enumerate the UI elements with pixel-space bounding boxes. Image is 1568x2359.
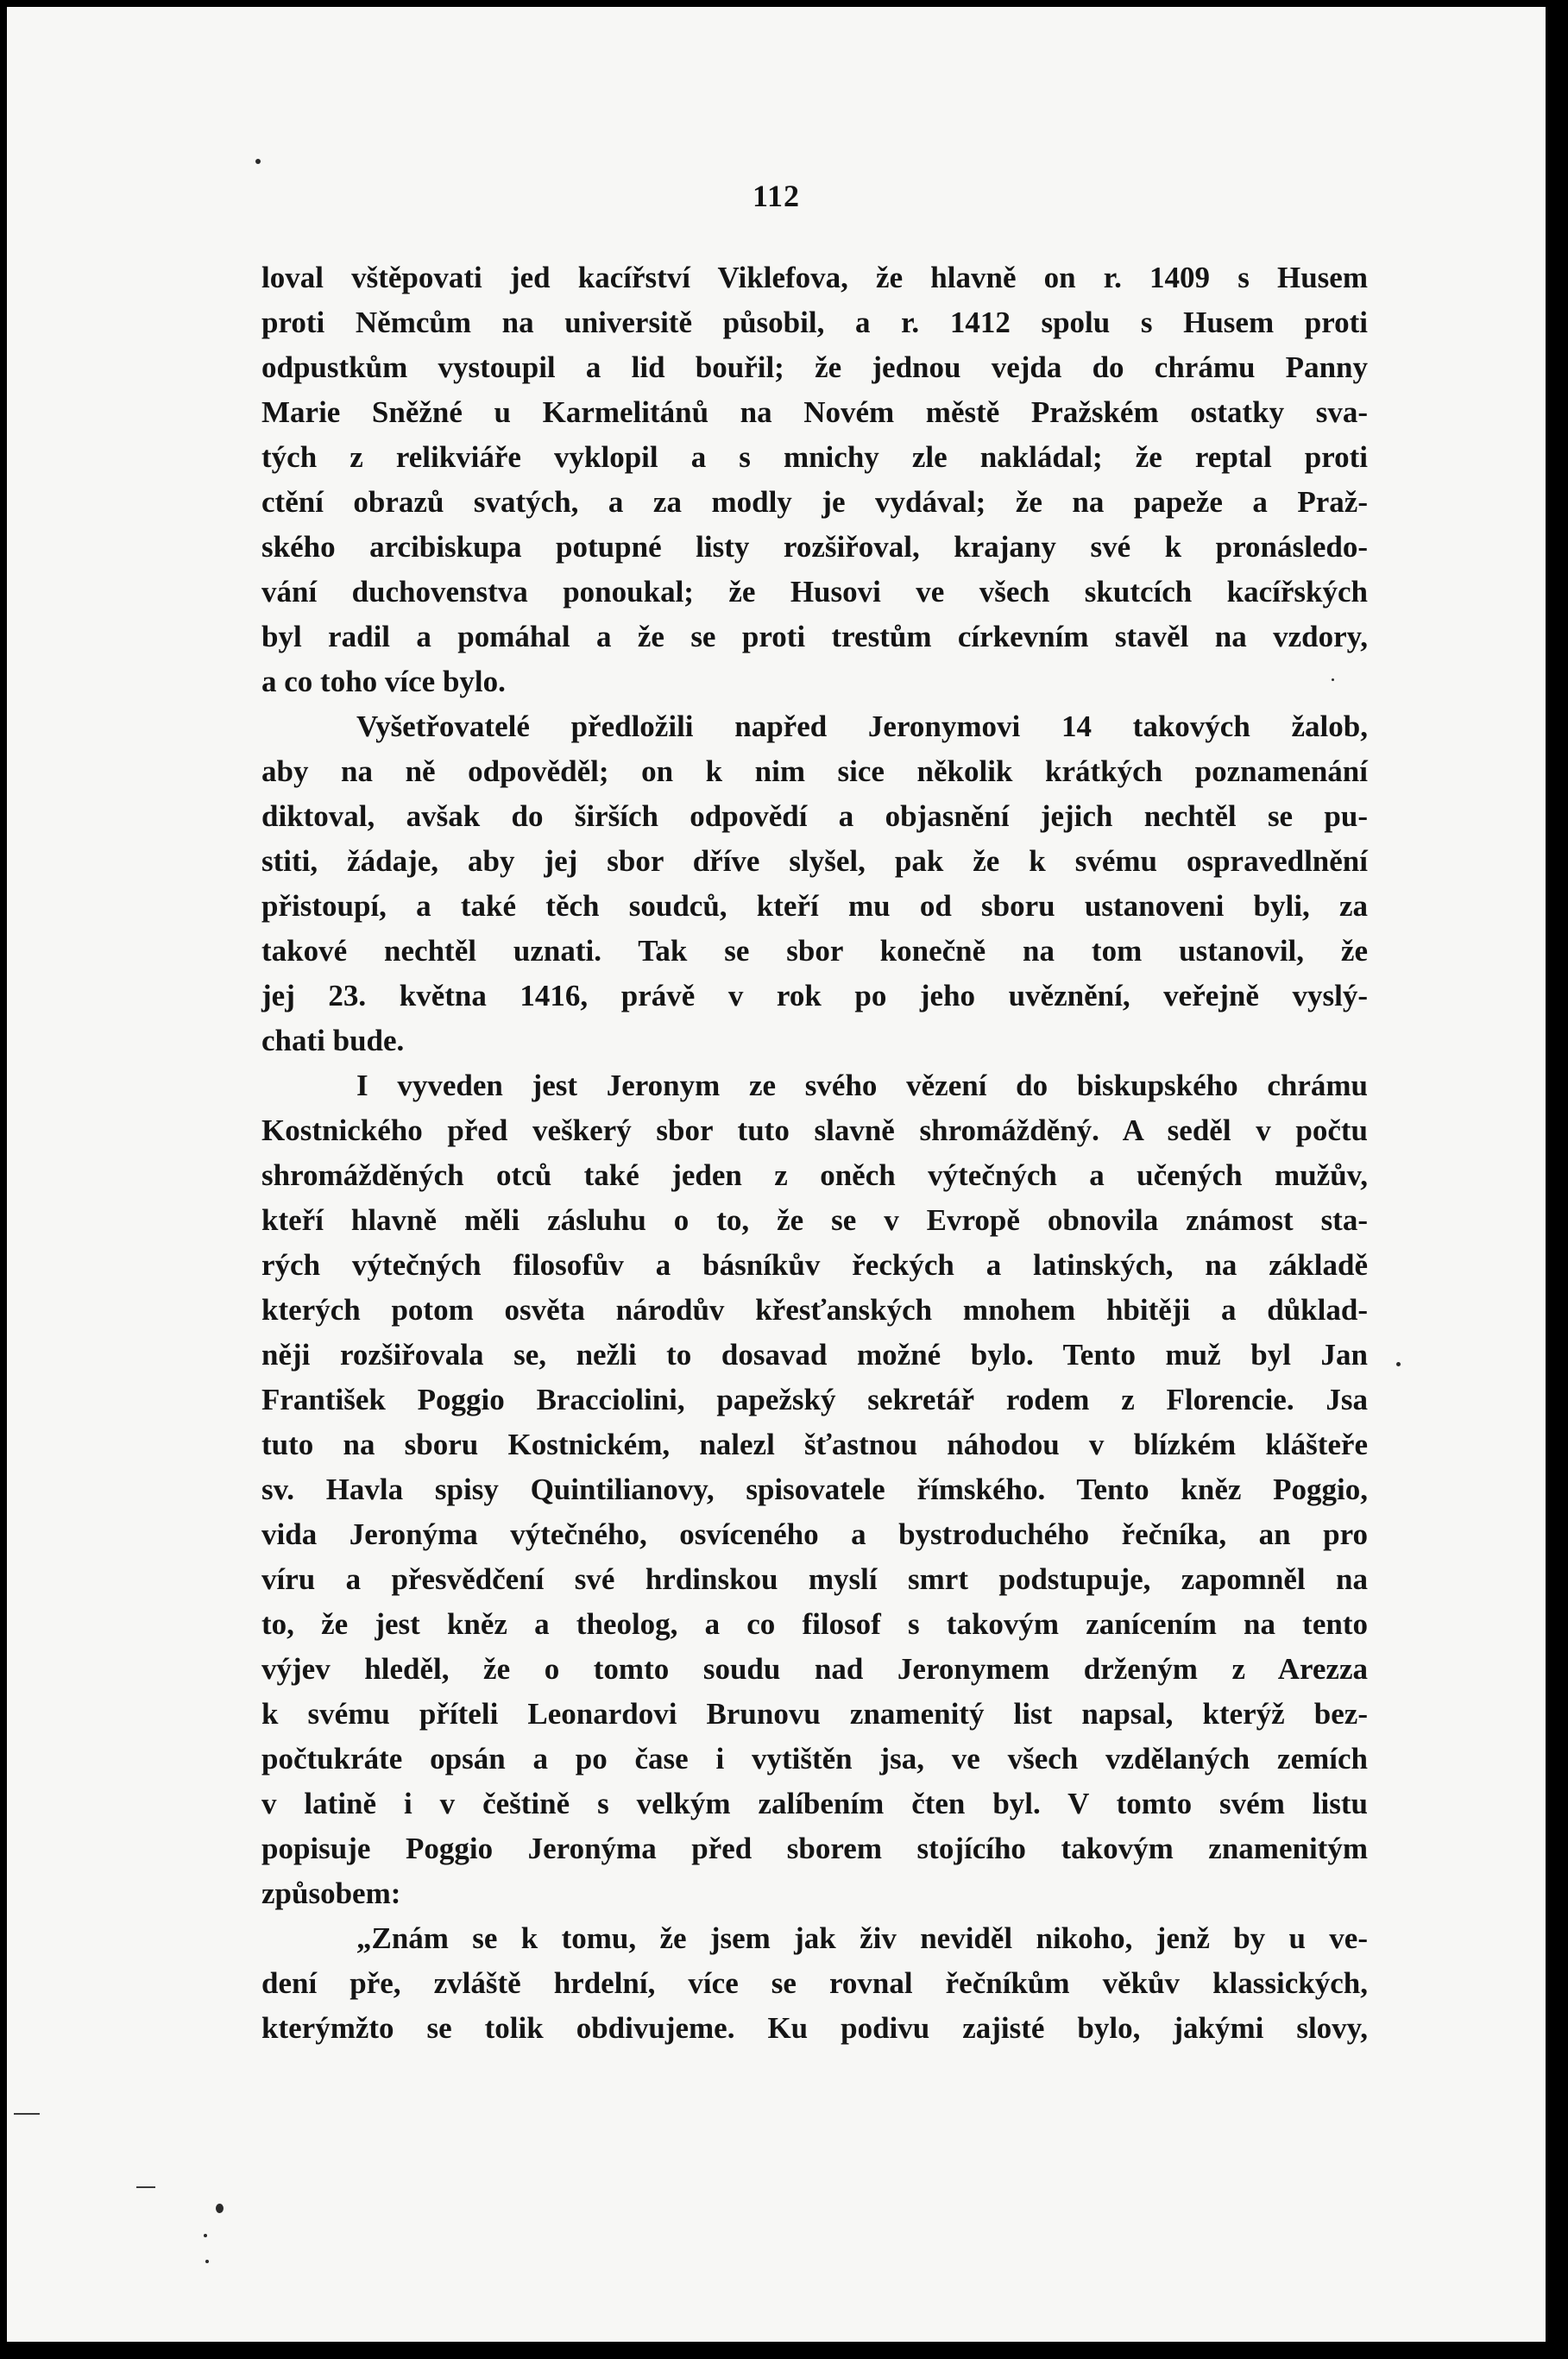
page-text xyxy=(261,255,1368,2051)
scan-scratch xyxy=(136,2186,155,2188)
text-line: popisuje Poggio Jeronýma před sborem stojícího takovým znamenitým xyxy=(261,1832,1368,1865)
text-line: a co toho více bylo. xyxy=(261,665,506,698)
text-line: dení pře, zvláště hrdelní, více se rovnal řečníkům věkův klassických, xyxy=(261,1966,1368,2000)
text-line: Kostnického před veškerý sbor tuto slavně shromážděný. A seděl v počtu xyxy=(261,1113,1368,1147)
text-line: ského arcibiskupa potupné listy rozšiřoval, krajany své k pronásledo- xyxy=(261,530,1368,564)
scan-speck xyxy=(205,2260,209,2263)
text-line: František Poggio Bracciolini, papežský sekretář rodem z Florencie. Jsa xyxy=(261,1383,1368,1416)
text-line: stiti, žádaje, aby jej sbor dříve slyšel, pak že k svému ospravedlnění xyxy=(261,844,1368,878)
text-line: víru a přesvědčení své hrdinskou myslí smrt podstupuje, zapomněl na xyxy=(261,1562,1368,1596)
text-line: takové nechtěl uznati. Tak se sbor konečně na tom ustanovil, že xyxy=(261,934,1368,968)
text-line: tých z relikviáře vyklopil a s mnichy zle nakládal; že reptal proti xyxy=(261,440,1368,474)
text-line: diktoval, avšak do širších odpovědí a objasnění jejich nechtěl se pu- xyxy=(261,799,1368,833)
text-line: byl radil a pomáhal a že se proti trestům církevním stavěl na vzdory, xyxy=(261,620,1368,653)
text-line: sv. Havla spisy Quintilianovy, spisovatele římského. Tento kněz Poggio, xyxy=(261,1473,1368,1506)
text-line: loval vštěpovati jed kacířství Viklefova, že hlavně on r. 1409 s Husem xyxy=(261,261,1368,294)
text-line: kterýmžto se tolik obdivujeme. Ku podivu zajisté bylo, jakými slovy, xyxy=(261,2011,1368,2045)
scan-speck xyxy=(1332,678,1334,681)
text-line: Marie Sněžné u Karmelitánů na Novém městě Pražském ostatky sva- xyxy=(261,395,1368,429)
text-line: to, že jest kněz a theolog, a co filosof s takovým zanícením na tento xyxy=(261,1607,1368,1641)
page-number: 112 xyxy=(752,179,800,213)
text-line: ctění obrazů svatých, a za modly je vydával; že na papeže a Praž- xyxy=(261,485,1368,519)
text-line: tuto na sboru Kostnickém, nalezl šťastnou náhodou v blízkém klášteře xyxy=(261,1428,1368,1461)
text-line: výjev hleděl, že o tomto soudu nad Jeronymem drženým z Arezza xyxy=(261,1652,1368,1686)
scan-speck xyxy=(216,2204,224,2213)
text-line: aby na ně odpověděl; on k nim sice několik krátkých poznamenání xyxy=(261,754,1368,788)
text-line: něji rozšiřovala se, nežli to dosavad možné bylo. Tento muž byl Jan xyxy=(261,1338,1368,1372)
scan-speck xyxy=(204,2234,207,2237)
book-page xyxy=(7,7,1546,2342)
text-line: chati bude. xyxy=(261,1024,405,1057)
text-line: proti Němcům na universitě působil, a r. 1412 spolu s Husem proti xyxy=(261,306,1368,339)
scan-scratch xyxy=(14,2113,40,2115)
text-line: „Znám se k tomu, že jsem jak živ neviděl nikoho, jenž by u ve- xyxy=(356,1921,1368,1955)
text-line: vida Jeronýma výtečného, osvíceného a bystroduchého řečníka, an pro xyxy=(261,1517,1368,1551)
scan-speck xyxy=(255,159,261,164)
text-line: počtukráte opsán a po čase i vytištěn jsa, ve všech vzdělaných zemích xyxy=(261,1742,1368,1776)
text-line: vání duchovenstva ponoukal; že Husovi ve všech skutcích kacířských xyxy=(261,575,1368,609)
text-line: přistoupí, a také těch soudců, kteří mu od sboru ustanoveni byli, za xyxy=(261,889,1368,923)
text-line: rých výtečných filosofův a básníkův řeckých a latinských, na základě xyxy=(261,1248,1368,1282)
text-line: Vyšetřovatelé předložili napřed Jeronymovi 14 takových žalob, xyxy=(356,710,1368,743)
text-line: jej 23. května 1416, právě v rok po jeho uvěznění, veřejně vyslý- xyxy=(261,979,1368,1012)
scan-speck xyxy=(1396,1362,1401,1366)
text-line: odpustkům vystoupil a lid bouřil; že jednou vejda do chrámu Panny xyxy=(261,350,1368,384)
text-line: kterých potom osvěta národův křesťanských mnohem hbitěji a důklad- xyxy=(261,1293,1368,1327)
text-line: v latině i v češtině s velkým zalíbením čten byl. V tomto svém listu xyxy=(261,1787,1368,1820)
text-line: k svému příteli Leonardovi Brunovu znamenitý list napsal, kterýž bez- xyxy=(261,1697,1368,1731)
text-line: I vyveden jest Jeronym ze svého vězení do biskupského chrámu xyxy=(356,1069,1368,1102)
text-line: způsobem: xyxy=(261,1876,401,1910)
text-line: kteří hlavně měli zásluhu o to, že se v Evropě obnovila známost sta- xyxy=(261,1203,1368,1237)
text-line: shromážděných otců také jeden z oněch výtečných a učených mužův, xyxy=(261,1158,1368,1192)
